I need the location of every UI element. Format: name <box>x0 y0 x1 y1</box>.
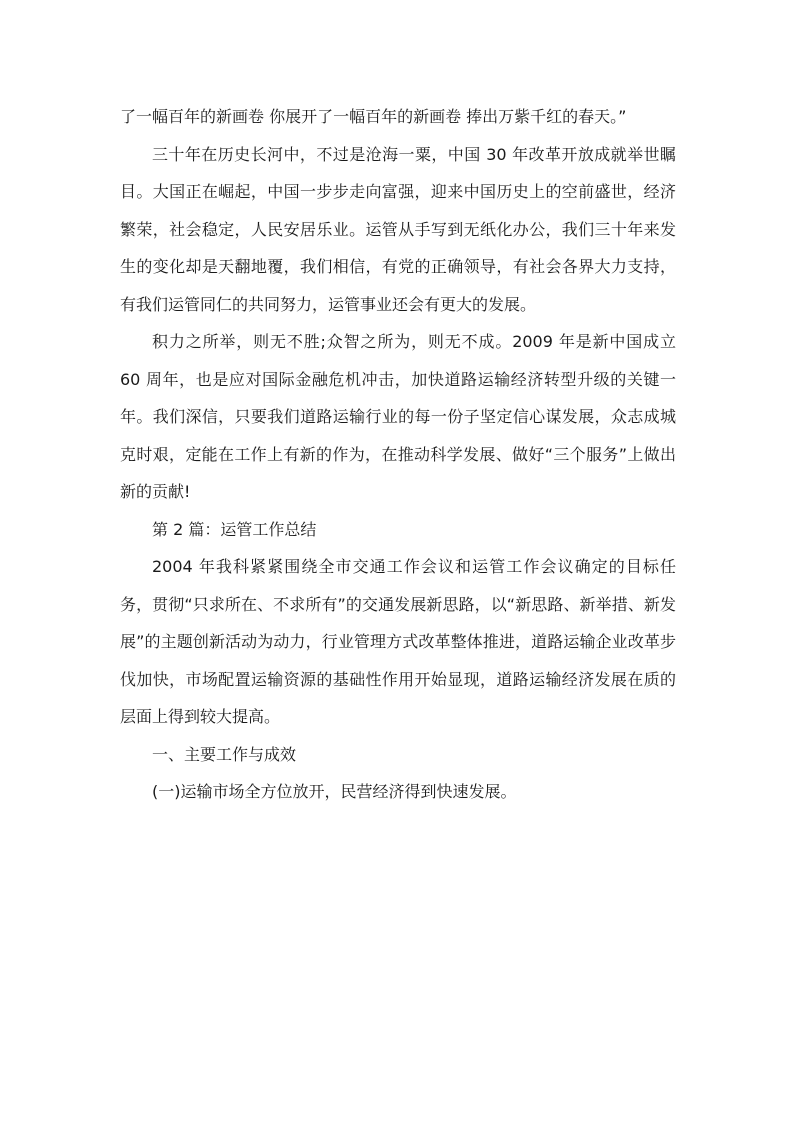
body-paragraph: 2004 年我科紧紧围绕全市交通工作会议和运管工作会议确定的目标任务，贯彻“只求所在、不求所有”的交通发展新思路，以“新思路、新举措、新发展”的主题创新活动为动力，行业管理方式改革整体推进，道路运输企业改革步伐加快，市场配置运输资源的基础性作用开始显现，道路运输经济发展在质的层面上得到较大提高。 <box>120 557 676 726</box>
body-paragraph: 积力之所举，则无不胜;众智之所为，则无不成。2009 年是新中国成立 60 周年，也是应对国际金融危机冲击，加快道路运输经济转型升级的关键一年。我们深信，只要我们道路运输行业的每一份子坚定信心谋发展，众志成城克时艰，定能在工作上有新的作为，在推动科学发展、做好“三个服务”上做出新的贡献! <box>120 332 676 501</box>
continuation-paragraph: 了一幅百年的新画卷 你展开了一幅百年的新画卷 捧出万紫千红的春天。” <box>120 107 627 126</box>
body-paragraph: 三十年在历史长河中，不过是沧海一粟，中国 30 年改革开放成就举世瞩目。大国正在崛起，中国一步步走向富强，迎来中国历史上的空前盛世，经济繁荣，社会稳定，人民安居乐业。运管从手写到无纸化办公，我们三十年来发生的变化却是天翻地覆，我们相信，有党的正确领导，有社会各界大力支持，有我们运管同仁的共同努力，运管事业还会有更大的发展。 <box>120 144 676 314</box>
subheading: (一)运输市场全方位放开，民营经济得到快速发展。 <box>152 782 517 801</box>
document-body <box>120 98 676 811</box>
subheading: 一、主要工作与成效 <box>152 744 297 764</box>
section-title: 第 2 篇：运管工作总结 <box>152 519 317 539</box>
